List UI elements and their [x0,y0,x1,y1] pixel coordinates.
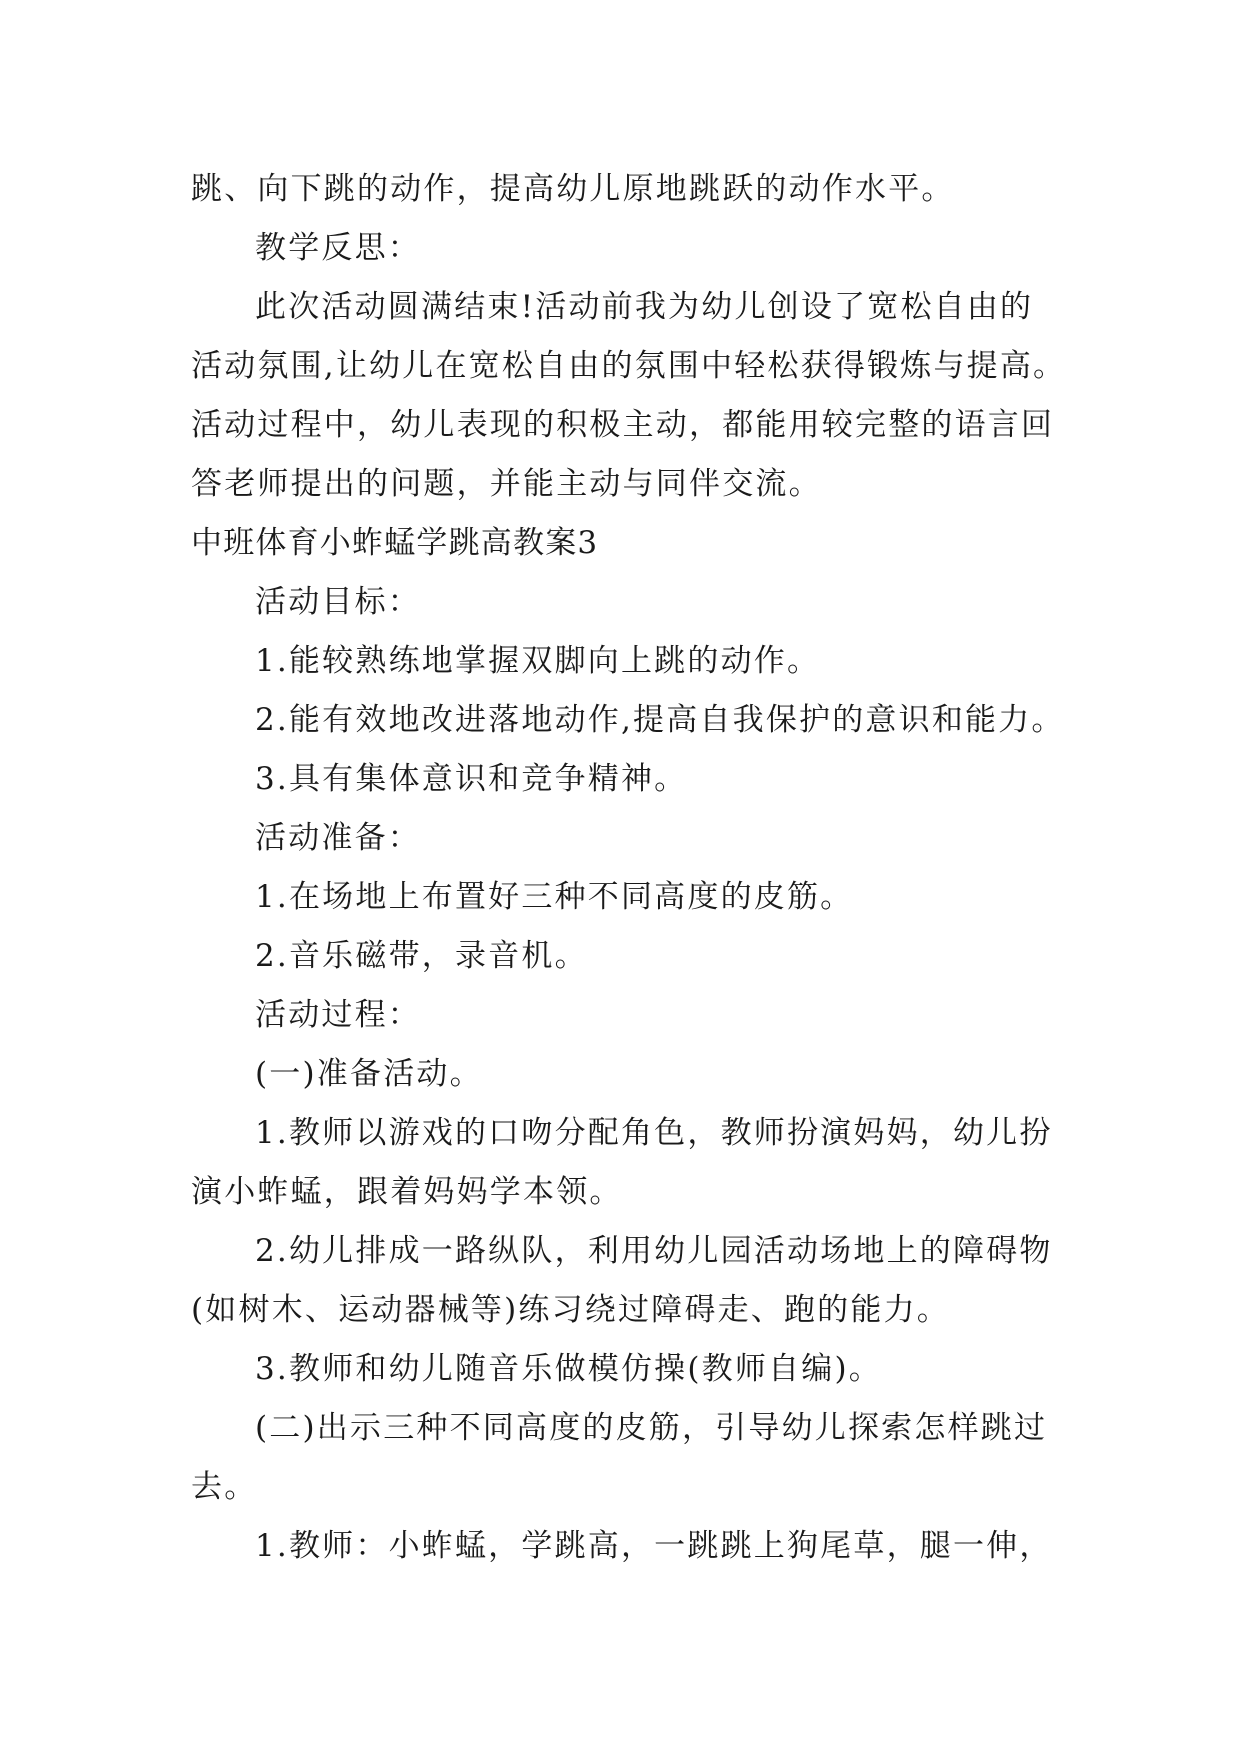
subsection-heading: (一)准备活动。 [255,1056,483,1092]
paragraph-line: 此次活动圆满结束!活动前我为幼儿创设了宽松自由的 [255,289,1034,325]
section-label-process: 活动过程： [255,997,421,1033]
list-item: 1.教师以游戏的口吻分配角色，教师扮演妈妈，幼儿扮 [255,1115,1053,1151]
list-item: 2.音乐磁带，录音机。 [255,938,588,974]
list-item: 2.能有效地改进落地动作,提高自我保护的意识和能力。 [255,702,1065,738]
list-item: 3.教师和幼儿随音乐做模仿操(教师自编)。 [255,1351,882,1387]
paragraph-line: 活动过程中，幼儿表现的积极主动，都能用较完整的语言回 [191,407,1055,443]
list-item: 3.具有集体意识和竞争精神。 [255,761,688,797]
section-label-preparation: 活动准备： [255,820,421,856]
subsection-heading-continuation: 去。 [191,1469,258,1505]
list-item: 2.幼儿排成一路纵队，利用幼儿园活动场地上的障碍物 [255,1233,1053,1269]
document-body [191,160,1067,1576]
list-item: 1.在场地上布置好三种不同高度的皮筋。 [255,879,854,915]
list-item: 1.教师：小蚱蜢，学跳高，一跳跳上狗尾草，腿一伸， [255,1528,1053,1564]
list-item-continuation: 演小蚱蜢，跟着妈妈学本领。 [191,1174,623,1210]
section-label-goals: 活动目标： [255,584,421,620]
list-item: 1.能较熟练地掌握双脚向上跳的动作。 [255,643,821,679]
lesson-title: 中班体育小蚱蜢学跳高教案3 [191,525,599,561]
paragraph-line: 答老师提出的问题，并能主动与同伴交流。 [191,466,822,502]
section-label-reflection: 教学反思： [255,230,421,266]
paragraph-line: 活动氛围,让幼儿在宽松自由的氛围中轻松获得锻炼与提高。 [191,348,1067,384]
subsection-heading: (二)出示三种不同高度的皮筋，引导幼儿探索怎样跳过 [255,1410,1048,1446]
list-item-continuation: (如树木、运动器械等)练习绕过障碍走、跑的能力。 [191,1292,950,1328]
text-line: 跳、向下跳的动作，提高幼儿原地跳跃的动作水平。 [191,171,955,207]
